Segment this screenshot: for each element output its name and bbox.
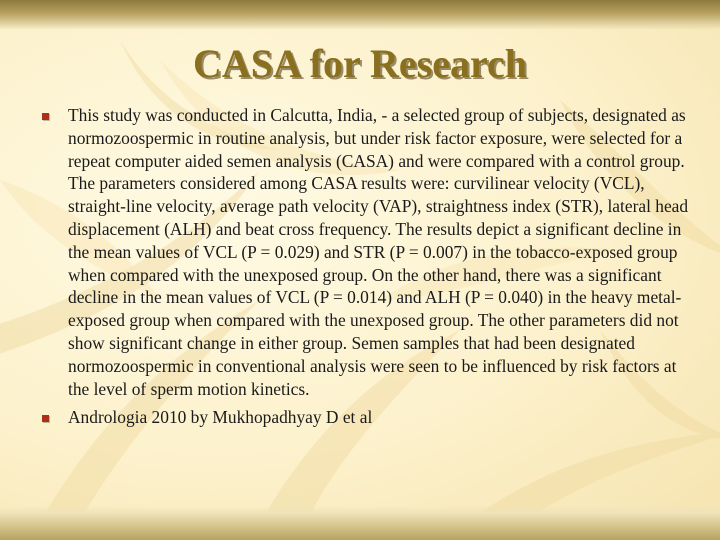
bullet-item-study-summary xyxy=(40,104,692,400)
bullet-text: Andrologia 2010 by Mukhopadhyay D et al xyxy=(68,407,373,428)
bullet-list xyxy=(40,104,692,435)
bullet-item-citation xyxy=(40,406,692,429)
bullet-text: This study was conducted in Calcutta, India, - a selected group of subjects, designated as normozoospermic in routine analysis, but under risk factor exposure, were selected for a repeat computer aided semen analysis (CASA) and were compared with a control group. The parameters considered among CASA results were: curvilinear velocity (VCL), straight-line velocity, average path velocity (VAP), straightness index (STR), lateral head displacement (ALH) and beat cross frequency. The results depict a significant decline in the mean values of VCL (P = 0.029) and STR (P = 0.007) in the tobacco-exposed group when compared with the unexposed group. On the other hand, there was a significant decline in the mean values of VCL (P = 0.014) and ALH (P = 0.040) in the heavy metal-exposed group when compared with the unexposed group. The other parameters did not show significant change in either group. Semen samples that had been designated normozoospermic in conventional analysis were seen to be influenced by risk factors at the level of sperm motion kinetics. xyxy=(68,105,689,399)
square-bullet-icon xyxy=(42,415,49,422)
bottom-decorative-band xyxy=(0,506,720,540)
square-bullet-icon xyxy=(42,113,49,120)
top-decorative-band xyxy=(0,0,720,30)
slide-title: CASA for Research xyxy=(192,41,528,86)
